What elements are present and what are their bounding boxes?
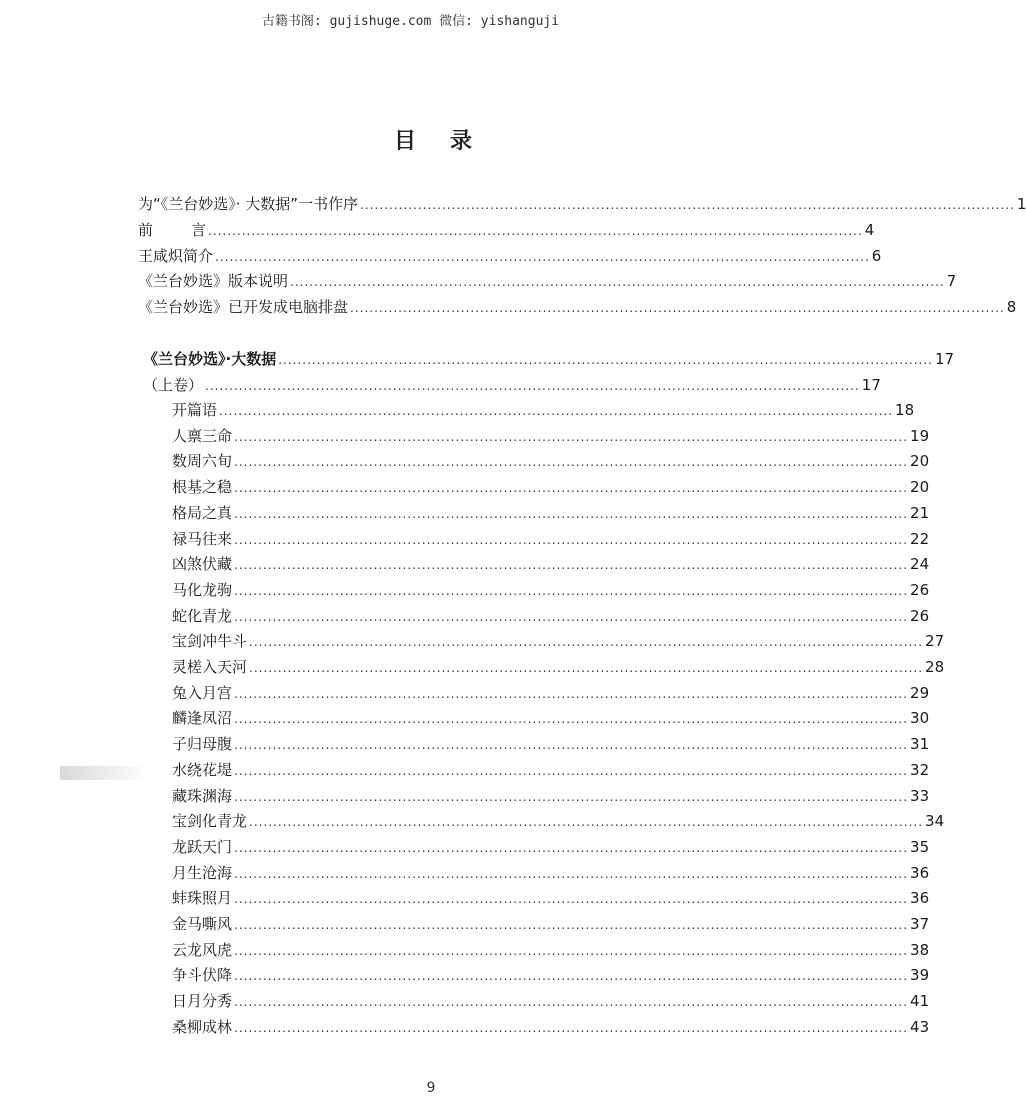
toc-entry-label: 争斗伏降 bbox=[172, 966, 233, 984]
page-number: 9 bbox=[426, 1080, 436, 1096]
toc-leader-dots: ............................................................................................................................................ bbox=[234, 892, 909, 906]
toc-entry-page: 32 bbox=[910, 761, 930, 779]
toc-leader-dots: ........................................................................................................................................ bbox=[290, 275, 945, 289]
toc-entry-page: 30 bbox=[910, 709, 930, 727]
toc-leader-dots: ............................................................................................................................................ bbox=[234, 481, 909, 495]
toc-entry-label: 人禀三命 bbox=[172, 427, 233, 445]
toc-leader-dots: ............................................................................................................................................ bbox=[234, 1021, 909, 1035]
toc-leader-dots: ............................................................................................................................................ bbox=[234, 918, 909, 932]
toc-entry-label: 格局之真 bbox=[172, 504, 233, 522]
toc-leader-dots: ............................................................................................................................................ bbox=[234, 584, 909, 598]
toc-entry-author-bio[interactable] bbox=[138, 243, 882, 269]
toc-leader-dots: ............................................................................................................................................ bbox=[234, 558, 909, 572]
toc-entry-page: 27 bbox=[925, 632, 945, 650]
toc-leader-dots: ............................................................................................................................................ bbox=[234, 764, 909, 778]
toc-entry-label: 宝剑化青龙 bbox=[172, 812, 248, 830]
toc-leader-dots: ............................................................................................................................................ bbox=[234, 969, 909, 983]
toc-entry-label: 金马嘶风 bbox=[172, 915, 233, 933]
toc-entry-page: 36 bbox=[910, 864, 930, 882]
toc-entry[interactable] bbox=[172, 885, 930, 911]
toc-entry-label: 龙跃天门 bbox=[172, 838, 233, 856]
toc-entry[interactable] bbox=[172, 808, 945, 834]
toc-leader-dots: ........................................................................................................................................ bbox=[205, 379, 860, 393]
toc-entry-label: 开篇语 bbox=[172, 401, 218, 419]
toc-entry-page: 17 bbox=[934, 350, 955, 368]
toc-entry-page: 19 bbox=[910, 427, 930, 445]
toc-entry-label: 数周六旬 bbox=[172, 452, 233, 470]
toc-entry-page: 26 bbox=[910, 607, 930, 625]
toc-entry-page: 31 bbox=[910, 735, 930, 753]
toc-entry-label: 根基之稳 bbox=[172, 478, 233, 496]
toc-entry[interactable] bbox=[172, 705, 930, 731]
toc-entry[interactable] bbox=[172, 654, 945, 680]
toc-leader-dots: ........................................................................................................................................ bbox=[208, 224, 863, 238]
toc-leader-dots: ............................................................................................................................................ bbox=[234, 995, 909, 1009]
toc-entry[interactable] bbox=[172, 474, 930, 500]
toc-volume-heading[interactable] bbox=[143, 372, 881, 398]
toc-entry[interactable] bbox=[172, 680, 930, 706]
toc-entry-page: 20 bbox=[910, 478, 930, 496]
toc-entry[interactable] bbox=[172, 988, 930, 1014]
toc-entry-page: 34 bbox=[925, 812, 945, 830]
toc-entry[interactable] bbox=[172, 834, 930, 860]
toc-entry[interactable] bbox=[172, 1014, 930, 1040]
toc-leader-dots: ............................................................................................................................................ bbox=[234, 455, 909, 469]
toc-leader-dots: ............................................................................................................................................ bbox=[234, 430, 909, 444]
toc-entry-page: 6 bbox=[871, 247, 882, 265]
toc-entry-page: 29 bbox=[910, 684, 930, 702]
toc-entry[interactable] bbox=[172, 911, 930, 937]
toc-entry[interactable] bbox=[172, 731, 930, 757]
toc-entry[interactable] bbox=[172, 397, 915, 423]
toc-leader-dots: ........................................................................................................................................ bbox=[350, 301, 1005, 315]
toc-entry-label: 前 言 bbox=[138, 221, 207, 239]
toc-entry-label: （上卷） bbox=[143, 376, 204, 394]
toc-entry[interactable] bbox=[172, 860, 930, 886]
toc-entry-label: 麟逢凤沼 bbox=[172, 709, 233, 727]
toc-leader-dots: ............................................................................................................................................ bbox=[234, 712, 909, 726]
toc-entry-page: 1 bbox=[1016, 195, 1026, 213]
toc-entry[interactable] bbox=[172, 603, 930, 629]
toc-entry-page: 20 bbox=[910, 452, 930, 470]
toc-title-right: 录 bbox=[450, 129, 473, 154]
toc-entry-page: 39 bbox=[910, 966, 930, 984]
toc-leader-dots: ............................................................................................................................................ bbox=[234, 790, 909, 804]
toc-entry-page: 7 bbox=[946, 272, 957, 290]
toc-leader-dots: ............................................................................................................................................ bbox=[234, 507, 909, 521]
toc-entry-label: 蚌珠照月 bbox=[172, 889, 233, 907]
toc-entry[interactable] bbox=[172, 937, 930, 963]
toc-leader-dots: ............................................................................................................................................ bbox=[234, 687, 909, 701]
toc-entry-label: 蛇化青龙 bbox=[172, 607, 233, 625]
toc-entry-page: 37 bbox=[910, 915, 930, 933]
toc-entry[interactable] bbox=[172, 448, 930, 474]
toc-leader-dots: ............................................................................................................................................ bbox=[234, 610, 909, 624]
toc-entry-page: 17 bbox=[861, 376, 881, 394]
toc-entry-page: 26 bbox=[910, 581, 930, 599]
toc-entry-label: 《兰台妙选》·大数据 bbox=[143, 350, 277, 368]
toc-entry-label: 云龙风虎 bbox=[172, 941, 233, 959]
toc-leader-dots: ............................................................................................................................................ bbox=[234, 841, 909, 855]
toc-leader-dots: ............................................................................................................................................ bbox=[234, 944, 909, 958]
toc-leader-dots: ............................................................................................................................................ bbox=[249, 661, 924, 675]
toc-entry-page: 41 bbox=[910, 992, 930, 1010]
toc-entry-label: 禄马往来 bbox=[172, 530, 233, 548]
toc-entry[interactable] bbox=[172, 577, 930, 603]
toc-entry-page: 36 bbox=[910, 889, 930, 907]
toc-entry-page: 24 bbox=[910, 555, 930, 573]
toc-entry-label: 宝剑冲牛斗 bbox=[172, 632, 248, 650]
toc-entry-page: 33 bbox=[910, 787, 930, 805]
toc-entry[interactable] bbox=[172, 783, 930, 809]
toc-leader-dots: ........................................................................................................................................ bbox=[215, 250, 870, 264]
toc-entry[interactable] bbox=[172, 962, 930, 988]
toc-entry-page: 28 bbox=[925, 658, 945, 676]
toc-entry[interactable] bbox=[172, 500, 930, 526]
toc-leader-dots: ............................................................................................................................................ bbox=[249, 815, 924, 829]
toc-entry-page: 21 bbox=[910, 504, 930, 522]
toc-entry-label: 《兰台妙选》版本说明 bbox=[138, 272, 289, 290]
toc-entry-page: 35 bbox=[910, 838, 930, 856]
toc-entry-preface[interactable] bbox=[138, 217, 875, 243]
toc-entry-label: 兔入月宫 bbox=[172, 684, 233, 702]
toc-title-left: 目 bbox=[393, 129, 416, 154]
toc-entry-page: 22 bbox=[910, 530, 930, 548]
toc-entry-page: 4 bbox=[864, 221, 875, 239]
toc-entry-page: 18 bbox=[895, 401, 915, 419]
toc-entry[interactable] bbox=[172, 628, 945, 654]
toc-entry-label: 马化龙驹 bbox=[172, 581, 233, 599]
toc-entry-software[interactable] bbox=[138, 294, 1017, 320]
toc-entry-page: 8 bbox=[1006, 298, 1017, 316]
toc-leader-dots: ............................................................................................................................................ bbox=[219, 404, 894, 418]
toc-entry-label: 日月分秀 bbox=[172, 992, 233, 1010]
toc-entry-label: 子归母腹 bbox=[172, 735, 233, 753]
toc-entry-label: 藏珠渊海 bbox=[172, 787, 233, 805]
toc-entry-label: 凶煞伏藏 bbox=[172, 555, 233, 573]
toc-entry-label: 月生沧海 bbox=[172, 864, 233, 882]
toc-entry-page: 38 bbox=[910, 941, 930, 959]
toc-entry[interactable] bbox=[172, 526, 930, 552]
toc-entry-label: 为“《兰台妙选》· 大数据”一书作序 bbox=[138, 195, 359, 213]
toc-leader-dots: ............................................................................................................................................ bbox=[234, 533, 909, 547]
toc-entry[interactable] bbox=[172, 551, 930, 577]
toc-entry-preface-foreword[interactable] bbox=[138, 191, 1026, 217]
toc-section-heading[interactable] bbox=[143, 346, 955, 372]
toc-leader-dots: ........................................................................................................................................ bbox=[360, 198, 1015, 212]
scan-artifact bbox=[60, 766, 150, 780]
toc-title bbox=[0, 124, 866, 155]
toc-leader-dots: ........................................................................................................................................ bbox=[278, 353, 933, 367]
toc-entry-label: 桑柳成林 bbox=[172, 1018, 233, 1036]
toc-entry-label: 王咸炽简介 bbox=[138, 247, 214, 265]
page-header-watermark: 古籍书阁: gujishuge.com 微信: yishanguji bbox=[261, 14, 560, 29]
toc-leader-dots: ............................................................................................................................................ bbox=[234, 738, 909, 752]
toc-entry-edition-notes[interactable] bbox=[138, 268, 957, 294]
toc-entry[interactable] bbox=[172, 757, 930, 783]
toc-entry-label: 水绕花堤 bbox=[172, 761, 233, 779]
toc-entry-page: 43 bbox=[910, 1018, 930, 1036]
toc-entry-label: 灵槎入天河 bbox=[172, 658, 248, 676]
toc-entry[interactable] bbox=[172, 423, 930, 449]
toc-leader-dots: ............................................................................................................................................ bbox=[249, 635, 924, 649]
toc-leader-dots: ............................................................................................................................................ bbox=[234, 867, 909, 881]
toc-entry-label: 《兰台妙选》已开发成电脑排盘 bbox=[138, 298, 349, 316]
